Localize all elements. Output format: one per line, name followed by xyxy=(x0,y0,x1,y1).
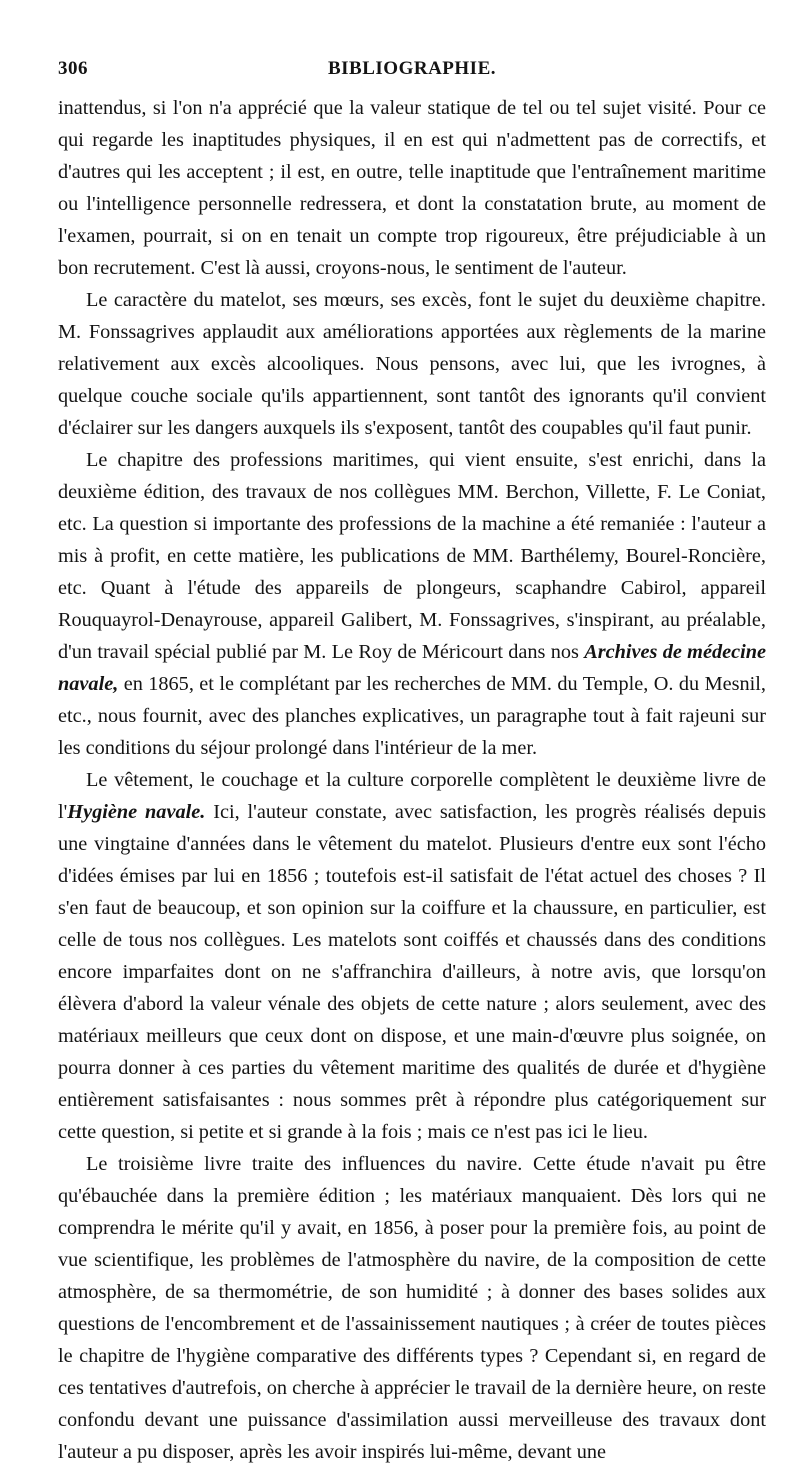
running-title: BIBLIOGRAPHIE. xyxy=(327,58,496,79)
paragraph-professions xyxy=(58,444,766,764)
journal-title: Archives de médecine navale, xyxy=(58,641,767,695)
paragraph-text: Le vêtement, le couchage et la culture corporelle complètent le deuxième livre de l' xyxy=(58,769,766,823)
paragraph-text: en 1865, et le complétant par les recherches de MM. du Temple, O. du Mesnil, etc., nous fournit, avec des planches explicatives, un paragraphe tout à fait rajeuni sur les conditions du séjour prolongé dans l'intérieur de la mer. xyxy=(58,673,766,759)
paragraph-ship-influences: Le troisième livre traite des influences du navire. Cette étude n'avait pu être qu'ébauchée dans la première édition ; les matériaux manquaient. Dès lors qui ne comprendra le mérite qu'il y avait, en 1856, à poser pour la première fois, au point de vue scientifique, les problèmes de l'atmosphère du navire, de la composition de cette atmosphère, de sa thermométrie, de son humidité ; à donner des bases solides aux questions de l'encombrement et de l'assainissement nautiques ; à créer de toutes pièces le chapitre de l'hygiène comparative des différents types ? Cependant si, en regard de ces tentatives d'autrefois, on cherche à apprécier le travail de la dernière heure, on reste confondu devant une puissance d'assimilation aussi merveilleuse des travaux dont l'auteur a pu disposer, après les avoir inspirés lui-même, devant une xyxy=(58,1153,766,1463)
book-title: Hygiène navale. xyxy=(67,801,206,823)
running-head xyxy=(58,58,766,80)
paragraph-continuation: inattendus, si l'on n'a apprécié que la valeur statique de tel ou tel sujet visité. Pour ce qui regarde les inaptitudes physiques, il en est qui n'admettent pas de correctifs, et d'autres qui les acceptent ; il est, en outre, telle inaptitude que l'entraînement maritime ou l'intelligence personnelle redressera, et dont la constatation brute, au moment de l'examen, pourrait, si on en tenait un compte trop rigoureux, être préjudiciable à un bon recrutement. C'est là aussi, croyons-nous, le sentiment de l'auteur. xyxy=(58,97,766,279)
page-number: 306 xyxy=(58,58,88,79)
paragraph-character: Le caractère du matelot, ses mœurs, ses excès, font le sujet du deuxième chapitre. M. Fonssagrives applaudit aux améliorations apportées aux règlements de la marine relativement aux excès alcooliques. Nous pensons, avec lui, que les ivrognes, à quelque couche sociale qu'ils appartiennent, sont tantôt des ignorants qu'il convient d'éclairer sur les dangers auxquels ils s'exposent, tantôt des coupables qu'il faut punir. xyxy=(58,289,766,439)
paragraph-text: Le chapitre des professions maritimes, qui vient ensuite, s'est enrichi, dans la deuxième édition, des travaux de nos collègues MM. Berchon, Villette, F. Le Coniat, etc. La question si importante des professions de la machine a été remaniée : l'auteur a mis à profit, en cette matière, les publications de MM. Barthélemy, Bourel-Roncière, etc. Quant à l'étude des appareils de plongeurs, scaphandre Cabirol, appareil Rouquayrol-Denayrouse, appareil Galibert, M. Fonssagrives, s'inspirant, au préalable, d'un travail spécial publié par M. Le Roy de Méricourt dans nos xyxy=(58,449,766,663)
paragraph-clothing xyxy=(58,764,766,1148)
paragraph-text: Ici, l'auteur constate, avec satisfaction, les progrès réalisés depuis une vingtaine d'années dans le vêtement du matelot. Plusieurs d'entre eux sont l'écho d'idées émises par lui en 1856 ; toutefois est-il satisfait de l'état actuel des choses ? Il s'en faut de beaucoup, et son opinion sur la coiffure et la chaussure, en particulier, est celle de tous nos collègues. Les matelots sont coiffés et chaussés dans des conditions encore imparfaites dont on ne s'affranchira d'ailleurs, à notre avis, que lorsqu'on élèvera d'abord la valeur vénale des objets de cette nature ; alors seulement, avec des matériaux meilleurs que ceux dont on dispose, et une main-d'œuvre plus soignée, on pourra donner à ces parties du vêtement maritime des qualités de durée et d'hygiène entièrement satisfaisantes : nous sommes prêt à répondre plus catégoriquement sur cette question, si petite et si grande à la fois ; mais ce n'est pas ici le lieu. xyxy=(58,801,766,1143)
body-text xyxy=(58,92,766,1468)
